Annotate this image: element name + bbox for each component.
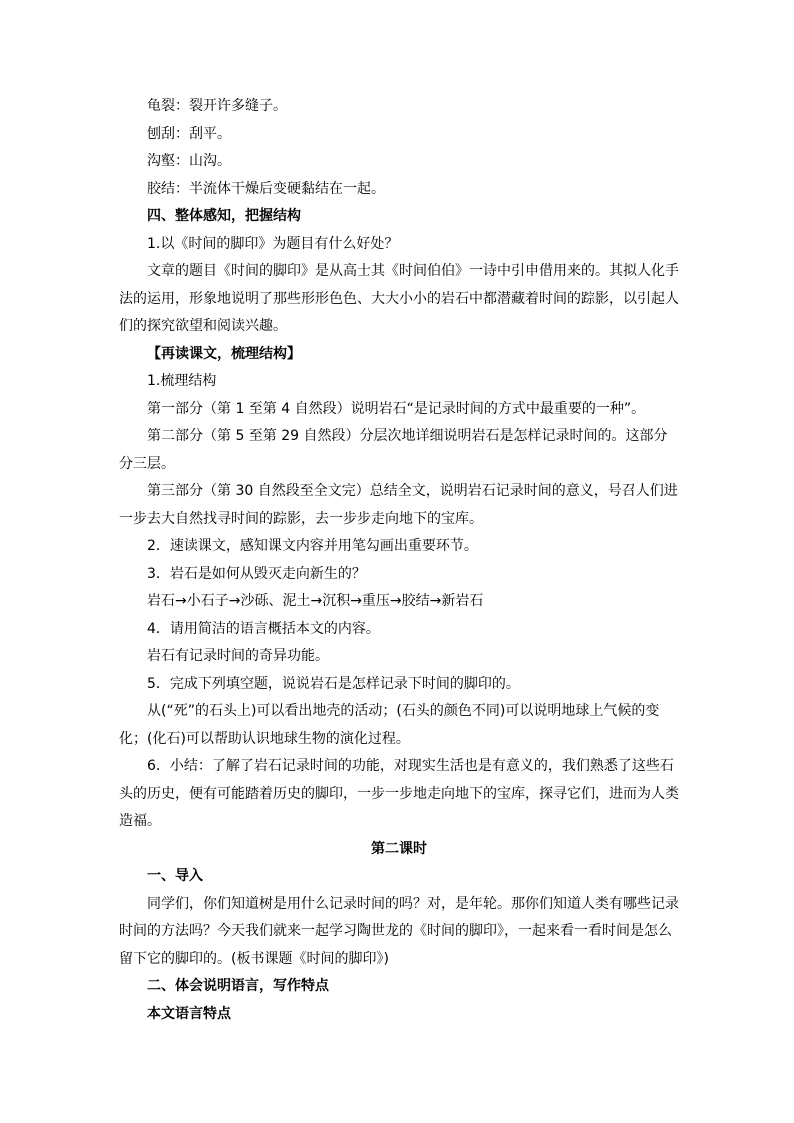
answer-5: 从(“死”的石头上)可以看出地壳的活动；(石头的颜色不同)可以说明地球上气候的变化；(化石)可以帮助认识地球生物的演化过程。: [119, 703, 660, 747]
step-5: 5．完成下列填空题，说说岩石是怎样记录下时间的脚印的。: [147, 675, 520, 692]
step-3: 3．岩石是如何从毁灭走向新生的？: [147, 565, 366, 582]
definition-pao-gua: 刨刮：刮平。: [147, 125, 231, 142]
section-heading-4: 四、整体感知，把握结构: [147, 208, 301, 224]
structure-part-1: 第一部分（第 1 至第 4 自然段）说明岩石“是记录时间的方式中最重要的一种”。: [147, 400, 646, 417]
section-heading-2: 二、体会说明语言，写作特点: [147, 978, 329, 994]
intro-paragraph: 同学们，你们知道树是用什么记录时间的吗？对，是年轮。那你们知道人类有哪些记录时间的方法吗？今天我们就来一起学习陶世龙的《时间的脚印》，一起来看一看时间是怎么留下它的脚印的。(板书课题《时间的脚印》): [119, 895, 679, 967]
step-4: 4．请用简洁的语言概括本文的内容。: [147, 620, 380, 637]
answer-1: 文章的题目《时间的脚印》是从高士其《时间伯伯》一诗中引申借用来的。其拟人化手法的运用，形象地说明了那些形形色色、大大小小的岩石中都潜藏着时间的踪影，以引起人们的探究欲望和阅读兴趣。: [119, 263, 679, 334]
definition-gui-lie: 龟裂：裂开许多缝子。: [147, 98, 287, 114]
document-body: [119, 93, 679, 1028]
step-1: 1.梳理结构: [147, 373, 217, 389]
structure-part-3: 第三部分（第 30 自然段至全文完）总结全文，说明岩石记录时间的意义，号召人们进一步去大自然找寻时间的踪影，去一步步走向地下的宝库。: [119, 483, 678, 527]
answer-3: 岩石→小石子→沙砾、泥土→沉积→重压→胶结→新岩石: [147, 593, 484, 609]
definition-gou-he: 沟壑：山沟。: [147, 153, 231, 169]
question-1: 1.以《时间的脚印》为题目有什么好处？: [147, 235, 399, 252]
answer-4: 岩石有记录时间的奇异功能。: [147, 648, 329, 664]
step-2: 2．速读课文，感知课文内容并用笔勾画出重要环节。: [147, 538, 478, 554]
lesson-2-title: 第二课时: [371, 840, 427, 857]
definition-jiao-jie: 胶结：半流体干燥后变硬黏结在一起。: [147, 180, 385, 197]
subheading-language-features: 本文语言特点: [147, 1005, 231, 1022]
reread-heading: 【再读课文，梳理结构】: [147, 345, 301, 362]
structure-part-2: 第二部分（第 5 至第 29 自然段）分层次地详细说明岩石是怎样记录时间的。这部分分三层。: [119, 428, 668, 472]
step-6-summary: 6．小结：了解了岩石记录时间的功能，对现实生活也是有意义的，我们熟悉了这些石头的历史，便有可能踏着历史的脚印，一步一步地走向地下的宝库，探寻它们，进而为人类造福。: [119, 758, 679, 829]
section-heading-1: 一、导入: [147, 868, 203, 884]
